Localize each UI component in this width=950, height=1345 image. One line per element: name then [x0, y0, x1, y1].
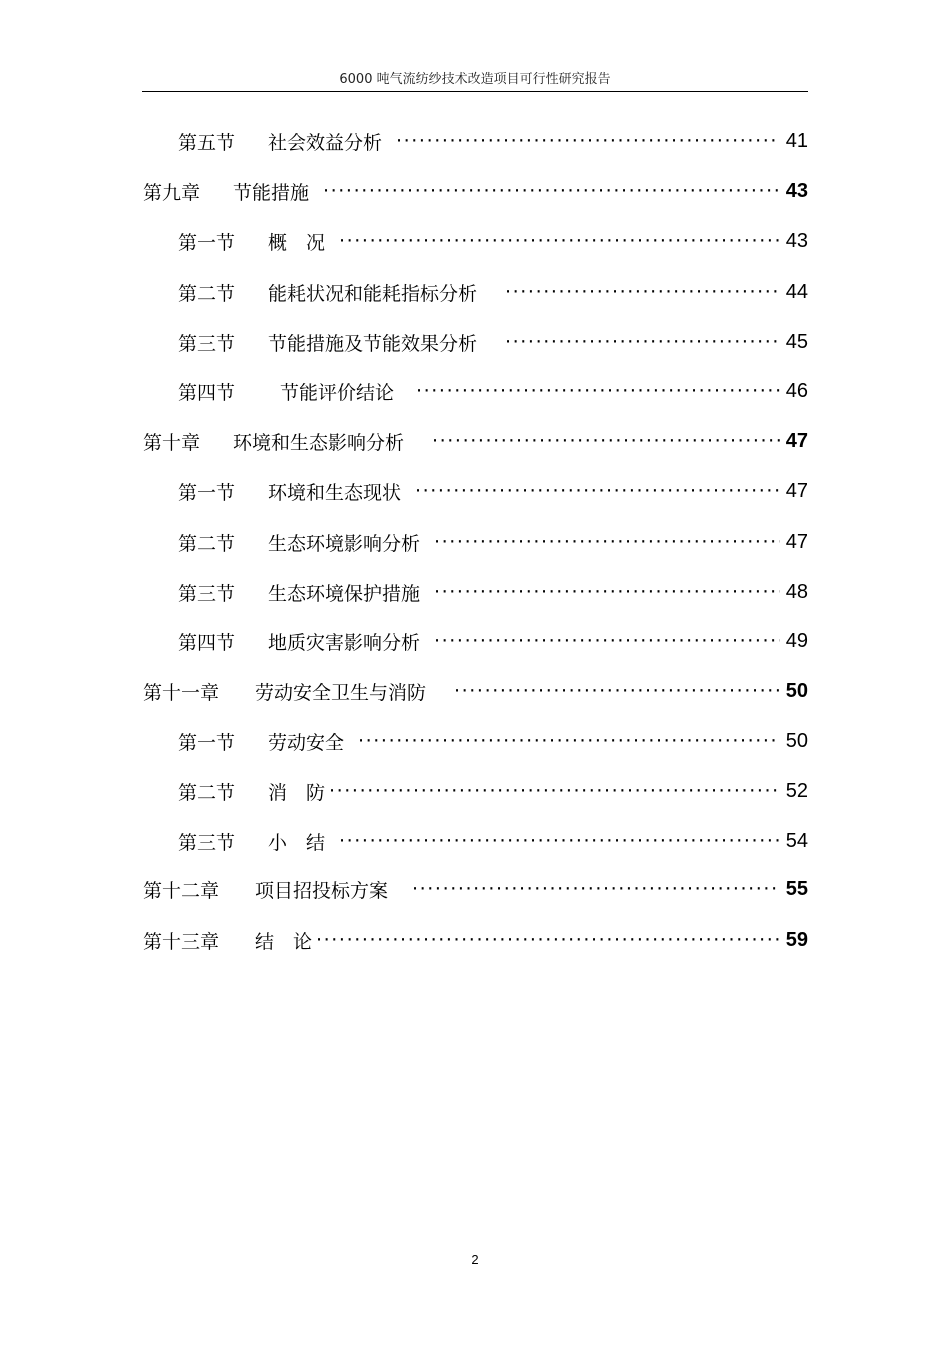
toc-entry-title: 小 结 [268, 831, 326, 854]
toc-entry[interactable] [178, 826, 808, 856]
toc-entry[interactable] [178, 126, 808, 156]
toc-entry-label: 第一节 [178, 231, 236, 254]
toc-entry-page: 59 [785, 928, 808, 951]
toc-entry[interactable] [143, 676, 808, 706]
toc-entry-label: 第三节 [178, 582, 236, 605]
toc-entry[interactable] [178, 527, 808, 557]
dot-leader [454, 676, 780, 706]
toc-entry-label: 第九章 [143, 181, 201, 204]
dot-leader [396, 126, 780, 156]
dot-leader [339, 826, 780, 856]
toc-entry-page: 41 [785, 129, 808, 152]
toc-entry[interactable] [178, 476, 808, 506]
toc-entry[interactable] [143, 925, 808, 955]
toc-entry[interactable] [178, 776, 808, 806]
toc-entry[interactable] [178, 626, 808, 656]
dot-leader [412, 874, 780, 904]
toc-entry-title: 劳动安全卫生与消防 [255, 681, 427, 704]
dot-leader [358, 726, 780, 756]
toc-entry[interactable] [178, 726, 808, 756]
toc-entry-page: 43 [785, 179, 808, 202]
toc-entry-label: 第二节 [178, 282, 236, 305]
toc-entry-page: 47 [785, 479, 808, 502]
running-header: 6000 吨气流纺纱技术改造项目可行性研究报告 [339, 72, 611, 87]
toc-entry-label: 第四节 [178, 381, 236, 404]
toc-entry-label: 第十一章 [143, 681, 220, 704]
dot-leader [323, 176, 780, 206]
toc-entry-page: 46 [785, 379, 808, 402]
dot-leader [505, 327, 780, 357]
toc-entry-page: 54 [785, 829, 808, 852]
toc-entry[interactable] [143, 874, 808, 904]
toc-entry-page: 48 [785, 580, 808, 603]
toc-entry-label: 第二节 [178, 532, 236, 555]
toc-entry-label: 第十二章 [143, 879, 220, 902]
toc-entry-page: 44 [785, 280, 808, 303]
toc-entry-label: 第一节 [178, 481, 236, 504]
toc-entry[interactable] [178, 577, 808, 607]
dot-leader [432, 426, 780, 456]
dot-leader [434, 626, 780, 656]
toc-entry-page: 50 [785, 679, 808, 702]
toc-entry-page: 43 [785, 229, 808, 252]
dot-leader [329, 776, 780, 806]
toc-entry[interactable] [178, 277, 808, 307]
toc-entry-title: 结 论 [255, 930, 313, 953]
toc-entry-title: 节能评价结论 [280, 381, 395, 404]
toc-entry[interactable] [143, 176, 808, 206]
dot-leader [316, 925, 780, 955]
toc-entry-label: 第十章 [143, 431, 201, 454]
toc-entry-label: 第三节 [178, 831, 236, 854]
toc-entry-title: 概 况 [268, 231, 326, 254]
toc-entry-page: 47 [785, 530, 808, 553]
dot-leader [415, 476, 780, 506]
toc-entry-label: 第一节 [178, 731, 236, 754]
toc-entry-label: 第三节 [178, 332, 236, 355]
toc-entry-page: 47 [785, 429, 808, 452]
toc-entry-page: 52 [785, 779, 808, 802]
dot-leader [339, 226, 780, 256]
toc-entry[interactable] [178, 226, 808, 256]
dot-leader [505, 277, 780, 307]
toc-entry-page: 45 [785, 330, 808, 353]
toc-entry-title: 生态环境保护措施 [268, 582, 421, 605]
dot-leader [434, 527, 780, 557]
toc-entry-title: 消 防 [268, 781, 326, 804]
dot-leader [434, 577, 780, 607]
toc-entry-page: 50 [785, 729, 808, 752]
toc-entry-label: 第十三章 [143, 930, 220, 953]
toc-entry-title: 能耗状况和能耗指标分析 [268, 282, 478, 305]
toc-entry-title: 劳动安全 [268, 731, 345, 754]
toc-entry-page: 55 [785, 877, 808, 900]
toc-entry[interactable] [143, 426, 808, 456]
toc-entry-title: 地质灾害影响分析 [268, 631, 421, 654]
toc-entry-page: 49 [785, 629, 808, 652]
toc-entry-title: 环境和生态影响分析 [233, 431, 405, 454]
toc-entry-label: 第四节 [178, 631, 236, 654]
toc-entry-title: 节能措施 [233, 181, 310, 204]
toc-entry-title: 节能措施及节能效果分析 [268, 332, 478, 355]
toc-entry-title: 社会效益分析 [268, 131, 383, 154]
toc-entry-label: 第二节 [178, 781, 236, 804]
toc-entry-label: 第五节 [178, 131, 236, 154]
toc-entry-title: 生态环境影响分析 [268, 532, 421, 555]
header-rule [142, 91, 808, 92]
toc-entry-title: 项目招投标方案 [255, 879, 389, 902]
toc-entry-title: 环境和生态现状 [268, 481, 402, 504]
toc-entry[interactable] [178, 376, 808, 406]
page-number: 2 [471, 1252, 479, 1267]
toc-entry[interactable] [178, 327, 808, 357]
dot-leader [416, 376, 780, 406]
